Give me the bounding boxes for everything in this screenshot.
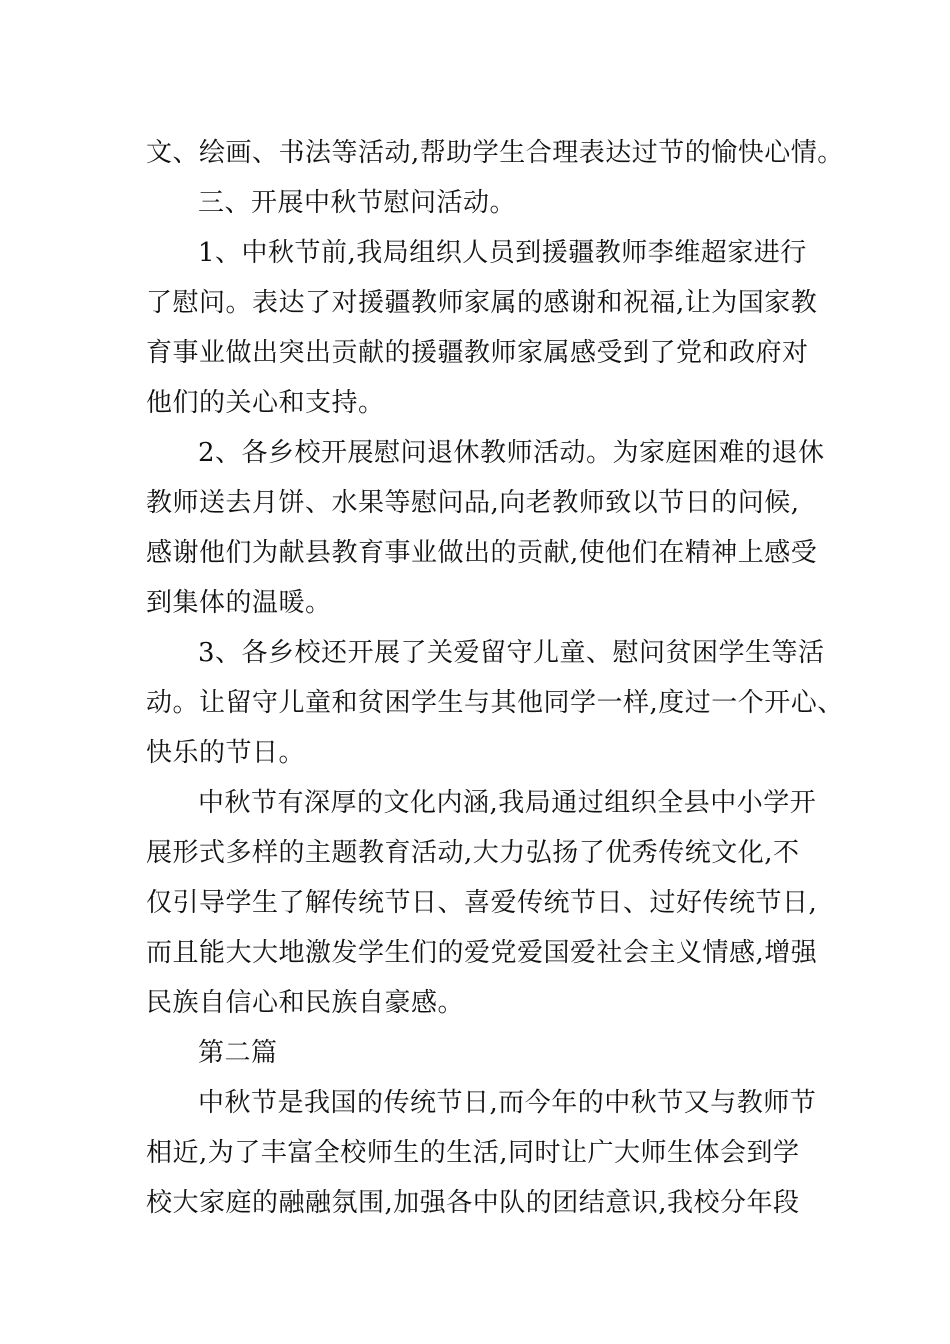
text-line: 2、各乡校开展慰问退休教师活动。为家庭困难的退休: [198, 438, 825, 468]
text-line: 中秋节是我国的传统节日,而今年的中秋节又与教师节: [198, 1088, 817, 1118]
text-line: 相近,为了丰富全校师生的生活,同时让广大师生体会到学: [146, 1138, 800, 1168]
text-line: 1、中秋节前,我局组织人员到援疆教师李维超家进行: [198, 238, 807, 268]
section-title: 第二篇: [198, 1038, 278, 1068]
text-line: 他们的关心和支持。: [146, 388, 385, 418]
section-heading: 三、开展中秋节慰问活动。: [198, 188, 517, 218]
text-line: 教师送去月饼、水果等慰问品,向老教师致以节日的问候,: [146, 488, 800, 518]
text-line: 仅引导学生了解传统节日、喜爱传统节日、过好传统节日,: [146, 888, 818, 918]
text-line: 展形式多样的主题教育活动,大力弘扬了优秀传统文化,不: [146, 838, 800, 868]
text-line: 校大家庭的融融氛围,加强各中队的团结意识,我校分年段: [146, 1188, 800, 1218]
text-line: 而且能大大地激发学生们的爱党爱国爱社会主义情感,增强: [146, 938, 818, 968]
text-line: 文、绘画、书法等活动,帮助学生合理表达过节的愉快心情。: [146, 138, 844, 168]
text-line: 民族自信心和民族自豪感。: [146, 988, 465, 1018]
text-line: 中秋节有深厚的文化内涵,我局通过组织全县中小学开: [198, 788, 817, 818]
text-line: 动。让留守儿童和贫困学生与其他同学一样,度过一个开心、: [146, 688, 844, 718]
text-line: 快乐的节日。: [146, 738, 306, 768]
text-line: 到集体的温暖。: [146, 588, 332, 618]
document-body: [146, 128, 844, 1228]
text-line: 育事业做出突出贡献的援疆教师家属感受到了党和政府对: [146, 338, 809, 368]
text-line: 感谢他们为献县教育事业做出的贡献,使他们在精神上感受: [146, 538, 818, 568]
text-line: 3、各乡校还开展了关爱留守儿童、慰问贫困学生等活: [198, 638, 825, 668]
text-line: 了慰问。表达了对援疆教师家属的感谢和祝福,让为国家教: [146, 288, 818, 318]
